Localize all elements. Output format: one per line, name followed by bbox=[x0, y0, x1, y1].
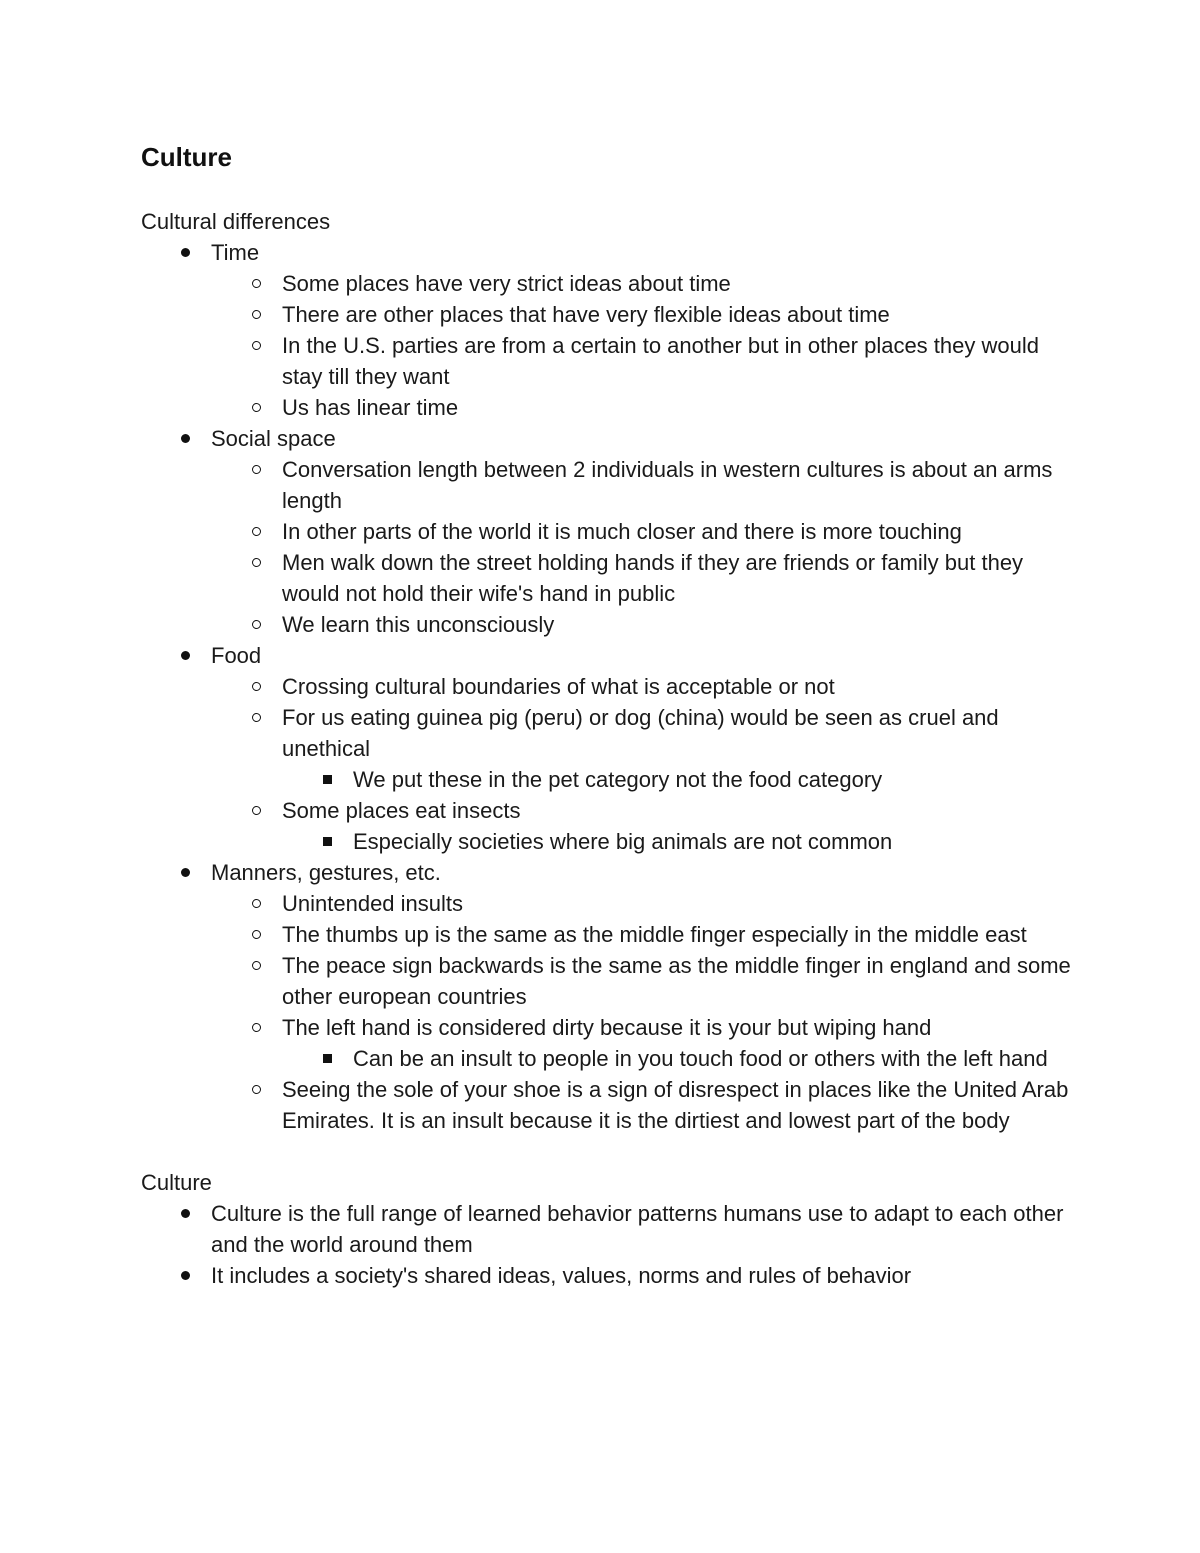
topic-item bbox=[141, 423, 1071, 640]
bullet-circle-icon bbox=[246, 547, 266, 578]
point-item-text: Some places eat insects bbox=[282, 798, 521, 823]
bullet-square-icon bbox=[317, 764, 337, 795]
topic-points-list bbox=[211, 671, 1071, 857]
bullet-circle-icon bbox=[246, 330, 266, 361]
cultural-differences-list bbox=[141, 237, 1071, 1136]
point-item bbox=[141, 1074, 1071, 1136]
bullet-square-icon bbox=[317, 826, 337, 857]
topic-item bbox=[141, 237, 1071, 423]
bullet-circle-icon bbox=[246, 671, 266, 702]
definition-item-text: Culture is the full range of learned behavior patterns humans use to adapt to each other and the world around them bbox=[211, 1201, 1064, 1257]
culture-definition-list bbox=[141, 1198, 1071, 1291]
topic-points-list bbox=[211, 454, 1071, 640]
bullet-dot-icon bbox=[175, 640, 195, 671]
bullet-circle-icon bbox=[246, 268, 266, 299]
bullet-circle-icon bbox=[246, 516, 266, 547]
definition-item bbox=[141, 1260, 1071, 1291]
bullet-circle-icon bbox=[246, 1012, 266, 1043]
topic-item bbox=[141, 857, 1071, 1136]
bullet-dot-icon bbox=[175, 237, 195, 268]
point-item bbox=[141, 888, 1071, 919]
point-item-text: Us has linear time bbox=[282, 395, 459, 420]
point-item bbox=[141, 795, 1071, 857]
definition-item-text: It includes a society's shared ideas, values, norms and rules of behavior bbox=[211, 1263, 912, 1288]
point-item bbox=[141, 454, 1071, 516]
sub-point-item bbox=[141, 826, 1071, 857]
point-item bbox=[141, 671, 1071, 702]
document-page bbox=[141, 140, 1071, 1291]
point-item-text: Men walk down the street holding hands if they are friends or family but they would not hold their wife's hand in public bbox=[282, 550, 1024, 606]
page-title: Culture bbox=[141, 142, 232, 172]
sub-points-list bbox=[282, 826, 1071, 857]
sub-points-list bbox=[282, 764, 1071, 795]
bullet-circle-icon bbox=[246, 392, 266, 423]
bullet-circle-icon bbox=[246, 1074, 266, 1105]
bullet-dot-icon bbox=[175, 423, 195, 454]
bullet-circle-icon bbox=[246, 609, 266, 640]
section-heading-culture: Culture bbox=[141, 1170, 212, 1195]
bullet-dot-icon bbox=[175, 857, 195, 888]
sub-points-list bbox=[282, 1043, 1071, 1074]
point-item-text: Unintended insults bbox=[282, 891, 464, 916]
point-item-text: Crossing cultural boundaries of what is acceptable or not bbox=[282, 674, 835, 699]
topic-item-text: Food bbox=[211, 643, 262, 668]
bullet-circle-icon bbox=[246, 702, 266, 733]
sub-point-item-text: Especially societies where big animals are not common bbox=[353, 829, 893, 854]
topic-item-text: Social space bbox=[211, 426, 336, 451]
bullet-circle-icon bbox=[246, 950, 266, 981]
topic-points-list bbox=[211, 888, 1071, 1136]
bullet-dot-icon bbox=[175, 1260, 195, 1291]
point-item bbox=[141, 268, 1071, 299]
bullet-circle-icon bbox=[246, 888, 266, 919]
bullet-circle-icon bbox=[246, 299, 266, 330]
sub-point-item-text: Can be an insult to people in you touch food or others with the left hand bbox=[353, 1046, 1048, 1071]
point-item-text: Some places have very strict ideas about time bbox=[282, 271, 731, 296]
point-item-text: In the U.S. parties are from a certain to another but in other places they would stay till they want bbox=[282, 333, 1039, 389]
sub-point-item bbox=[141, 764, 1071, 795]
point-item-text: For us eating guinea pig (peru) or dog (china) would be seen as cruel and unethical bbox=[282, 705, 999, 761]
bullet-circle-icon bbox=[246, 919, 266, 950]
point-item-text: Conversation length between 2 individuals in western cultures is about an arms length bbox=[282, 457, 1053, 513]
point-item-text: Seeing the sole of your shoe is a sign of disrespect in places like the United Arab Emirates. It is an insult because it is the dirtiest and lowest part of the body bbox=[282, 1077, 1069, 1133]
bullet-circle-icon bbox=[246, 454, 266, 485]
bullet-square-icon bbox=[317, 1043, 337, 1074]
point-item bbox=[141, 609, 1071, 640]
bullet-dot-icon bbox=[175, 1198, 195, 1229]
section-heading-cultural-differences: Cultural differences bbox=[141, 209, 331, 234]
point-item-text: There are other places that have very flexible ideas about time bbox=[282, 302, 890, 327]
point-item bbox=[141, 330, 1071, 392]
topic-item-text: Manners, gestures, etc. bbox=[211, 860, 441, 885]
point-item bbox=[141, 1012, 1071, 1074]
point-item bbox=[141, 547, 1071, 609]
sub-point-item bbox=[141, 1043, 1071, 1074]
point-item-text: In other parts of the world it is much closer and there is more touching bbox=[282, 519, 962, 544]
point-item-text: The thumbs up is the same as the middle finger especially in the middle east bbox=[282, 922, 1027, 947]
point-item bbox=[141, 392, 1071, 423]
point-item-text: The left hand is considered dirty because it is your but wiping hand bbox=[282, 1015, 932, 1040]
point-item bbox=[141, 299, 1071, 330]
point-item bbox=[141, 950, 1071, 1012]
definition-item bbox=[141, 1198, 1071, 1260]
spacer bbox=[141, 1136, 1071, 1167]
topic-item bbox=[141, 640, 1071, 857]
point-item bbox=[141, 919, 1071, 950]
topic-item-text: Time bbox=[211, 240, 260, 265]
point-item bbox=[141, 702, 1071, 795]
sub-point-item-text: We put these in the pet category not the food category bbox=[353, 767, 883, 792]
point-item-text: We learn this unconsciously bbox=[282, 612, 555, 637]
point-item bbox=[141, 516, 1071, 547]
bullet-circle-icon bbox=[246, 795, 266, 826]
topic-points-list bbox=[211, 268, 1071, 423]
point-item-text: The peace sign backwards is the same as the middle finger in england and some other european countries bbox=[282, 953, 1071, 1009]
